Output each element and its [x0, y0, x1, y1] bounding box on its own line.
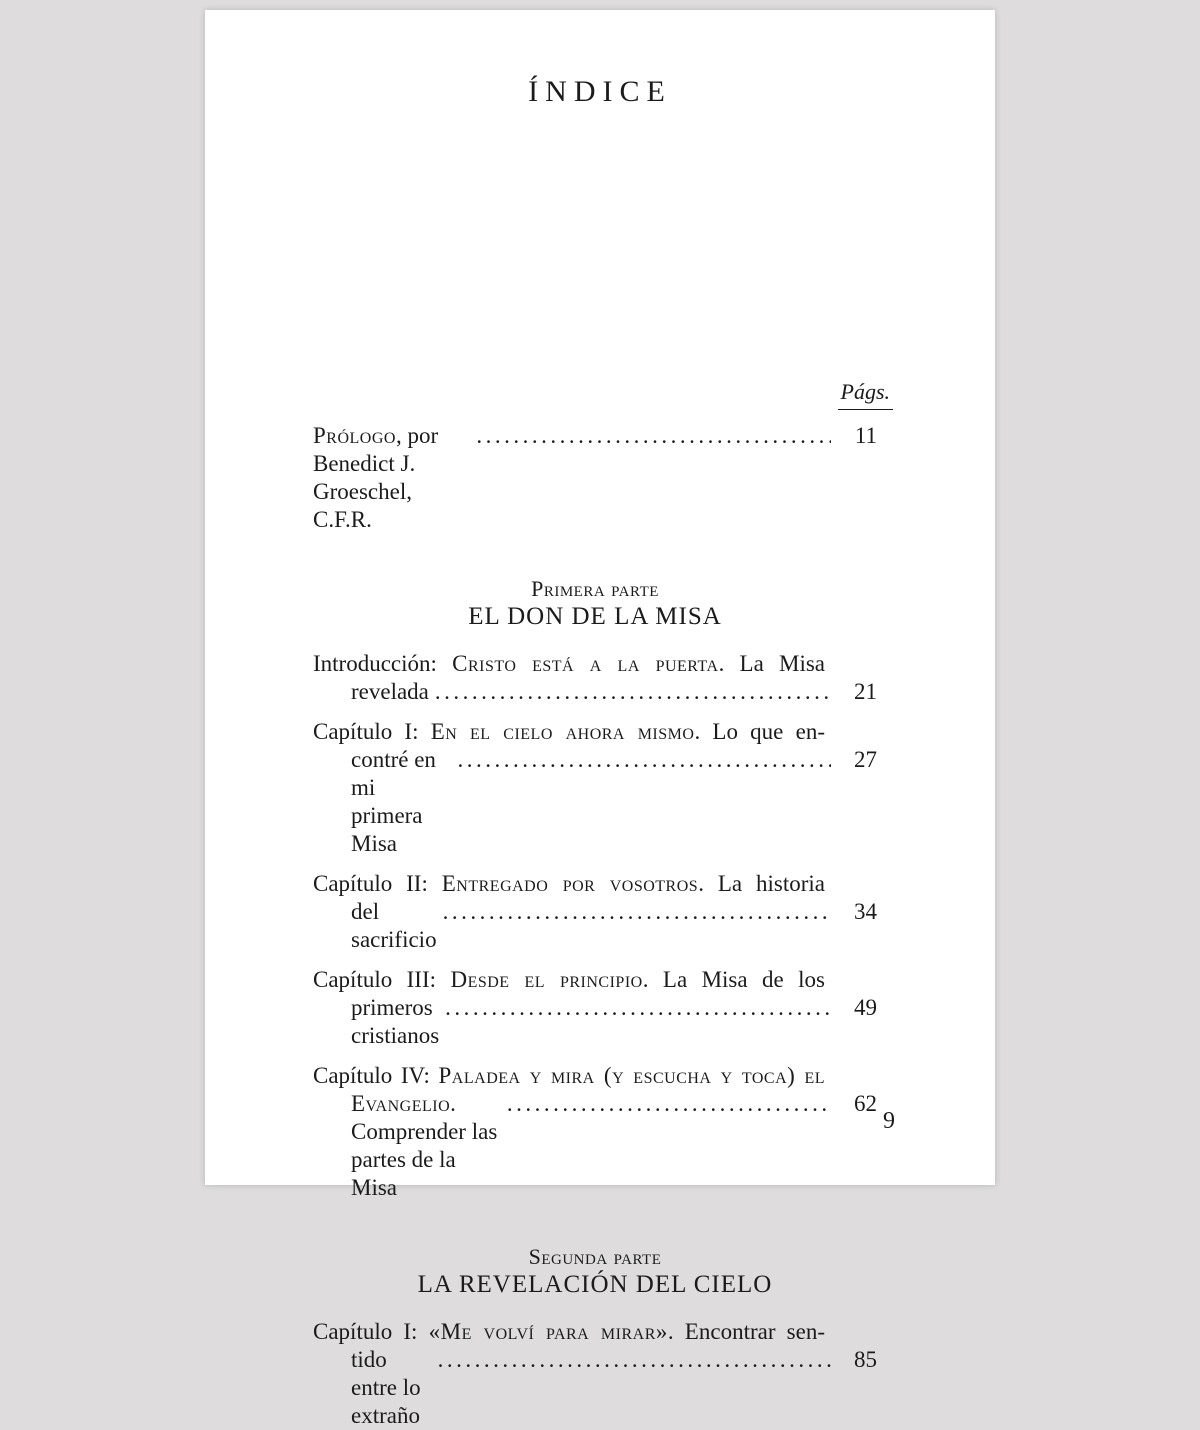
prologue-smallcaps: Prólogo	[313, 423, 396, 448]
entry-continuation-text: revelada	[351, 679, 429, 704]
entry-line-1	[313, 870, 825, 898]
entry-line-2	[351, 746, 877, 858]
dot-leader	[458, 746, 831, 774]
entry-smallcaps: Paladea y mira (y escucha y toca) el	[438, 1063, 825, 1088]
entry-continuation	[351, 994, 439, 1050]
toc-entry	[313, 1318, 877, 1430]
entry-line-2	[351, 994, 877, 1050]
entry-continuation-text: . Comprender las partes de la Misa	[351, 1091, 498, 1200]
entry-prefix: Capítulo II:	[313, 871, 442, 896]
entry-suffix: . La Misa de los	[642, 967, 825, 992]
entry-smallcaps: En el cielo ahora mismo	[430, 719, 695, 744]
entry-continuation-text: del sacrificio	[351, 899, 437, 952]
entry-smallcaps: Cristo está a la puerta	[452, 651, 719, 676]
toc-entry	[313, 718, 877, 858]
entry-line-2	[351, 678, 877, 706]
prologue-label	[313, 422, 470, 534]
entry-continuation	[351, 1346, 432, 1430]
page-title: ÍNDICE	[528, 75, 672, 108]
entry-continuation	[351, 898, 437, 954]
entry-prefix: Capítulo IV:	[313, 1063, 439, 1088]
page-number: 85	[854, 1347, 877, 1372]
entry-suffix: . La historia	[698, 871, 825, 896]
page-number: 21	[854, 679, 877, 704]
entry-prefix: Capítulo III:	[313, 967, 451, 992]
dot-leader	[476, 422, 831, 450]
pags-header-row	[313, 378, 890, 410]
entry-line-2	[351, 898, 877, 954]
entry-line-1	[313, 966, 825, 994]
dot-leader	[507, 1090, 831, 1118]
entry-smallcaps: Entregado por vosotros	[441, 871, 699, 896]
part-2-entries	[313, 1318, 877, 1430]
toc-entry	[313, 1062, 877, 1202]
entry-continuation-text: tido entre lo extraño	[351, 1347, 421, 1428]
book-page	[205, 10, 995, 1428]
page-number: 62	[854, 1091, 877, 1116]
entry-continuation	[351, 678, 429, 706]
pags-header: Págs.	[838, 379, 894, 410]
dot-leader	[438, 1346, 831, 1374]
part-2-kicker: Segunda parte	[528, 1244, 662, 1269]
entry-suffix: . Encontrar sen-	[667, 1319, 825, 1344]
entry-prefix: Capítulo I:	[313, 1319, 429, 1344]
entry-continuation	[351, 746, 452, 858]
toc-entry	[313, 650, 877, 706]
entry-continuation-text: contré en mi primera Misa	[351, 747, 436, 856]
entry-continuation-smallcaps: Evangelio	[351, 1091, 451, 1116]
folio-page-number: 9	[883, 1108, 895, 1134]
dot-leader	[443, 898, 831, 926]
part-1-heading	[313, 576, 877, 632]
part-2-title: LA REVELACIÓN DEL CIELO	[417, 1271, 773, 1298]
entry-line-2	[351, 1346, 877, 1430]
part-1-title: EL DON DE LA MISA	[468, 603, 722, 630]
toc-entry	[313, 870, 877, 954]
entry-continuation	[351, 1090, 501, 1202]
prologue-rest: , por Benedict J. Groeschel, C.F.R.	[313, 423, 439, 532]
entry-suffix: . Lo que en-	[694, 719, 825, 744]
dot-leader	[435, 678, 831, 706]
part-1-entries	[313, 650, 877, 1202]
toc-entry	[313, 966, 877, 1050]
entry-suffix: . La Misa	[718, 651, 825, 676]
page-number: 34	[854, 899, 877, 924]
toc-entry-prologue	[313, 422, 877, 534]
entry-prefix: Introducción:	[313, 651, 453, 676]
dot-leader	[445, 994, 831, 1022]
entry-smallcaps: Desde el principio	[450, 967, 643, 992]
entry-line-1	[313, 718, 825, 746]
entry-line-1	[313, 650, 825, 678]
entry-continuation-text: primeros cristianos	[351, 995, 440, 1048]
entry-line-1	[313, 1318, 825, 1346]
entry-line-1	[313, 1062, 825, 1090]
page-number: 11	[854, 423, 877, 448]
part-2-heading	[313, 1244, 877, 1300]
entry-smallcaps: «Me volví para mirar»	[428, 1319, 668, 1344]
page-number: 27	[854, 747, 877, 772]
table-of-contents	[313, 378, 890, 1430]
part-1-kicker: Primera parte	[531, 576, 659, 601]
entry-line-2	[351, 1090, 877, 1202]
page-number: 49	[854, 995, 877, 1020]
entry-prefix: Capítulo I:	[313, 719, 431, 744]
